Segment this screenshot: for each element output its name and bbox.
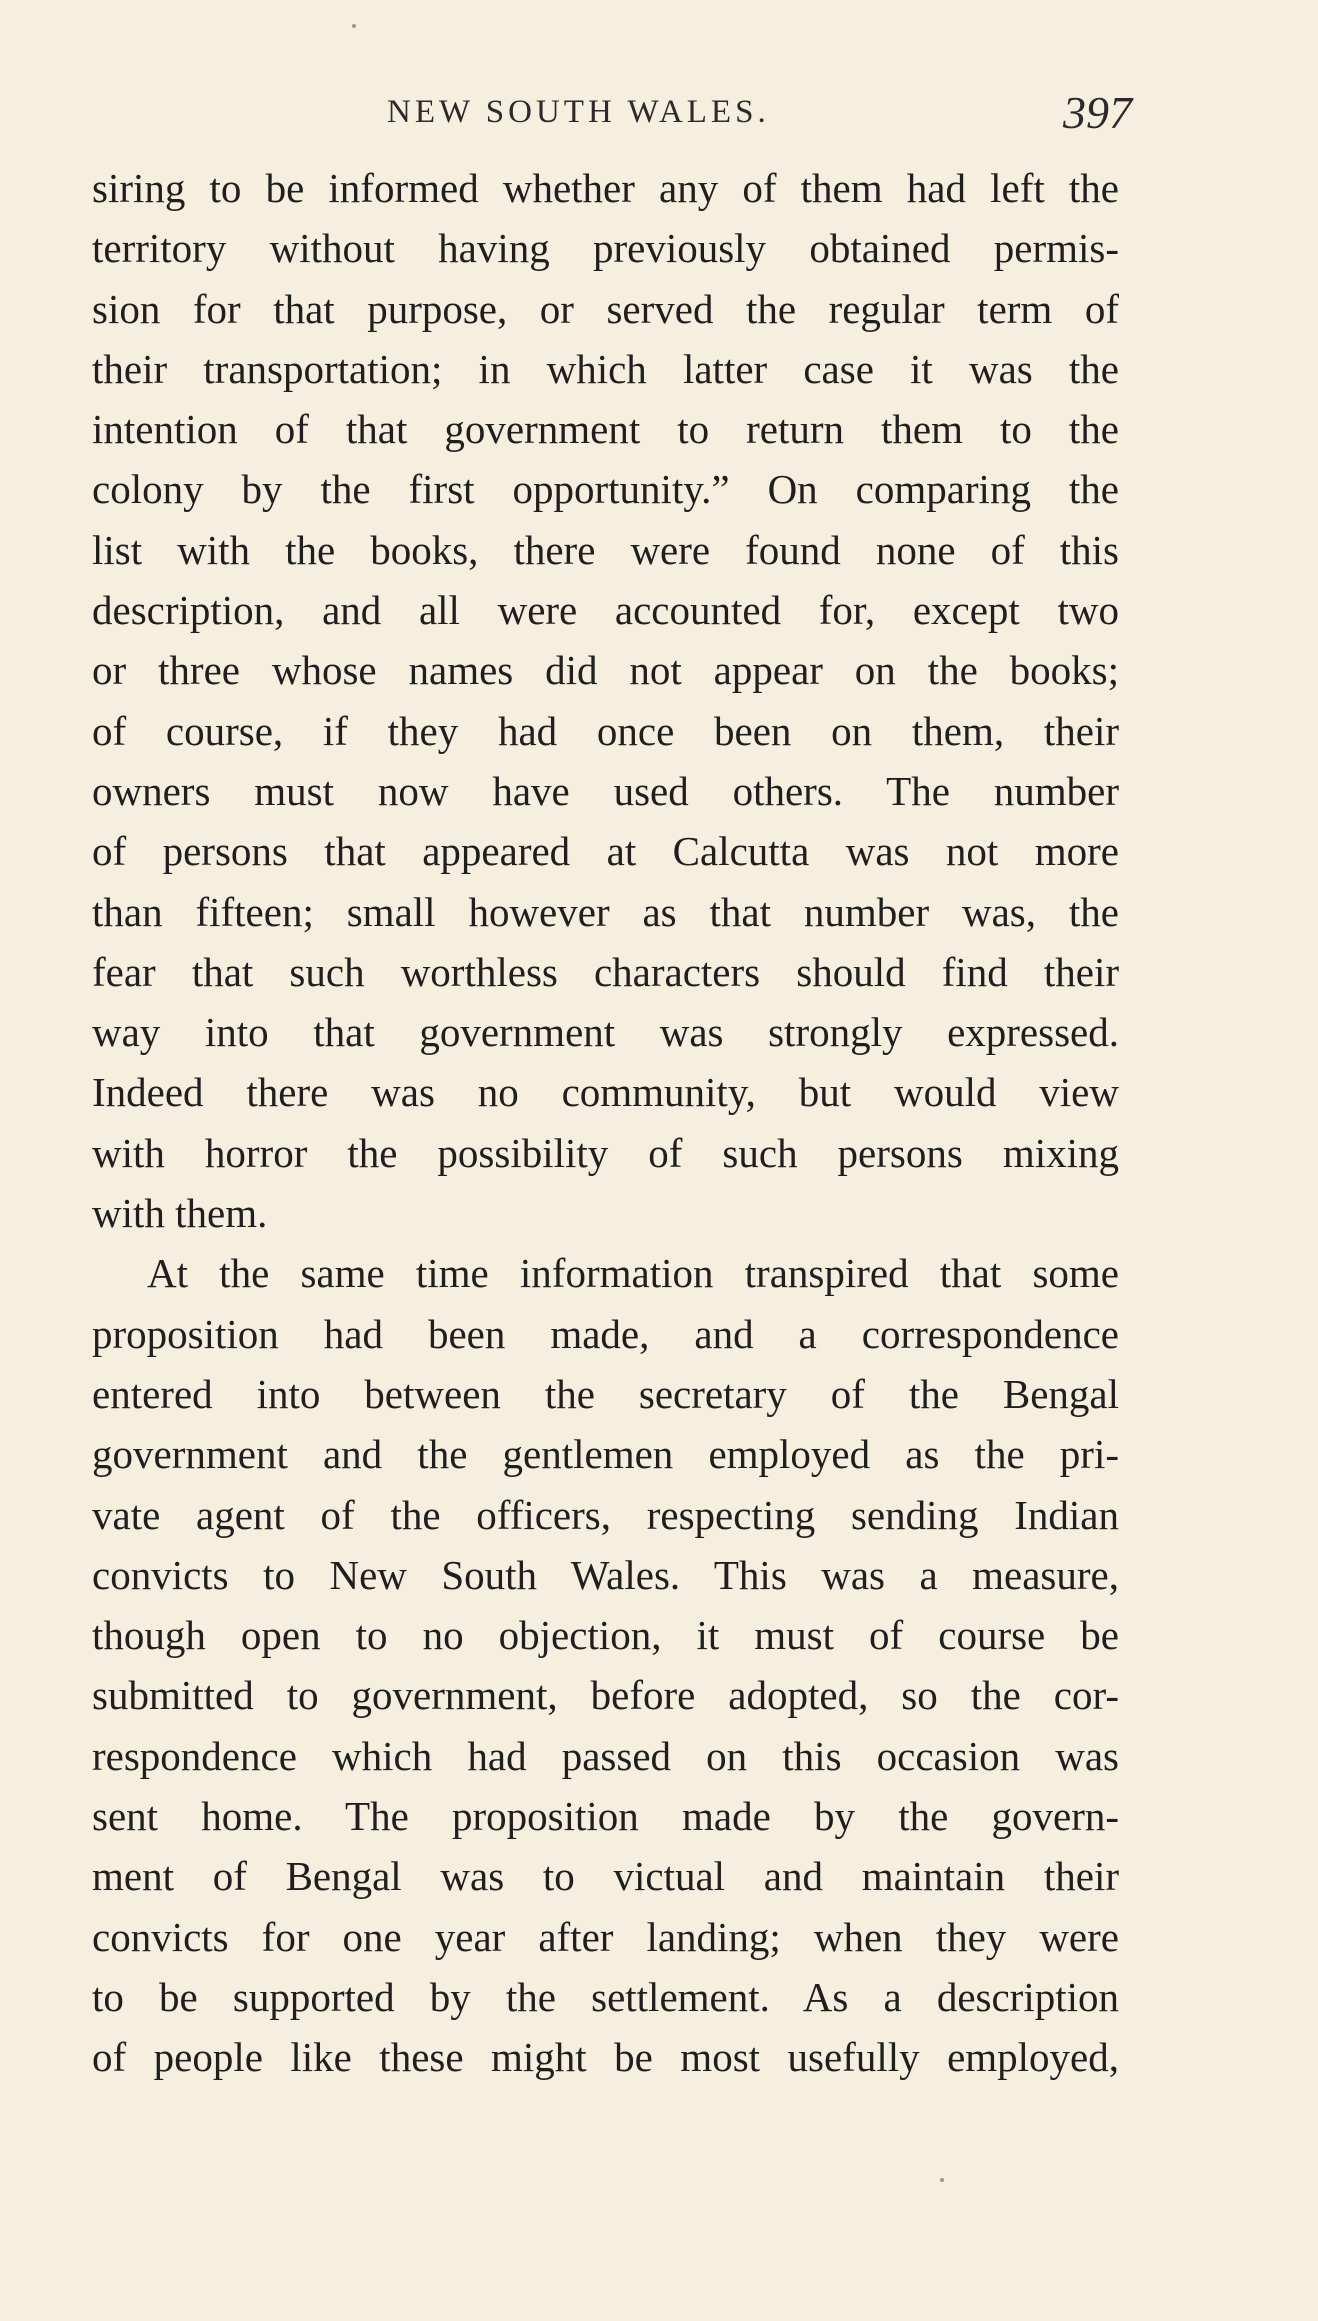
text-line: of course, if they had once been on them, their — [92, 707, 1119, 754]
text-line: entered into between the secretary of the Bengal — [92, 1370, 1119, 1417]
text-line: convicts to New South Wales. This was a measure, — [92, 1551, 1119, 1598]
text-line: though open to no objection, it must of course be — [92, 1612, 1119, 1659]
text-line: fear that such worthless characters should find their — [92, 948, 1119, 995]
text-line: to be supported by the settlement. As a description — [92, 1973, 1119, 2020]
page-number: 397 — [1063, 87, 1132, 138]
text-line: At the same time information transpired that some — [147, 1250, 1119, 1297]
text-line: list with the books, there were found none of this — [92, 526, 1119, 573]
body-text — [92, 158, 1119, 2088]
text-line: with horror the possibility of such persons mixing — [92, 1129, 1119, 1176]
text-line: Indeed there was no community, but would view — [92, 1069, 1119, 1116]
text-line: colony by the first opportunity.” On comparing the — [92, 466, 1119, 513]
text-line: description, and all were accounted for, except two — [92, 587, 1119, 634]
text-line: submitted to government, before adopted, so the cor- — [92, 1672, 1119, 1719]
text-line: respondence which had passed on this occasion was — [92, 1732, 1119, 1779]
text-line: intention of that government to return them to the — [92, 406, 1119, 453]
text-line: territory without having previously obtained permis- — [92, 225, 1119, 272]
text-line: or three whose names did not appear on the books; — [92, 647, 1119, 694]
text-line: their transportation; in which latter case it was the — [92, 345, 1119, 392]
running-head: NEW SOUTH WALES. — [387, 94, 770, 130]
text-line: sent home. The proposition made by the govern- — [92, 1793, 1119, 1840]
text-line: of persons that appeared at Calcutta was not more — [92, 828, 1119, 875]
page-header — [92, 86, 1132, 146]
text-line: owners must now have used others. The number — [92, 767, 1119, 814]
text-line: vate agent of the officers, respecting sending Indian — [92, 1491, 1119, 1538]
text-line: sion for that purpose, or served the regular term of — [92, 285, 1119, 332]
text-line: ment of Bengal was to victual and maintain their — [92, 1853, 1119, 1900]
text-line: with them. — [92, 1190, 268, 1237]
text-line: convicts for one year after landing; when they were — [92, 1913, 1119, 1960]
paper-speck — [940, 2178, 944, 2182]
text-line: siring to be informed whether any of them had left the — [92, 165, 1119, 211]
text-line: proposition had been made, and a correspondence — [92, 1310, 1119, 1357]
text-line: of people like these might be most usefully employed, — [92, 2034, 1119, 2081]
paper-speck — [352, 24, 356, 28]
text-line: government and the gentlemen employed as the pri- — [92, 1431, 1119, 1478]
text-line: than fifteen; small however as that number was, the — [92, 888, 1119, 935]
text-line: way into that government was strongly expressed. — [92, 1009, 1119, 1056]
